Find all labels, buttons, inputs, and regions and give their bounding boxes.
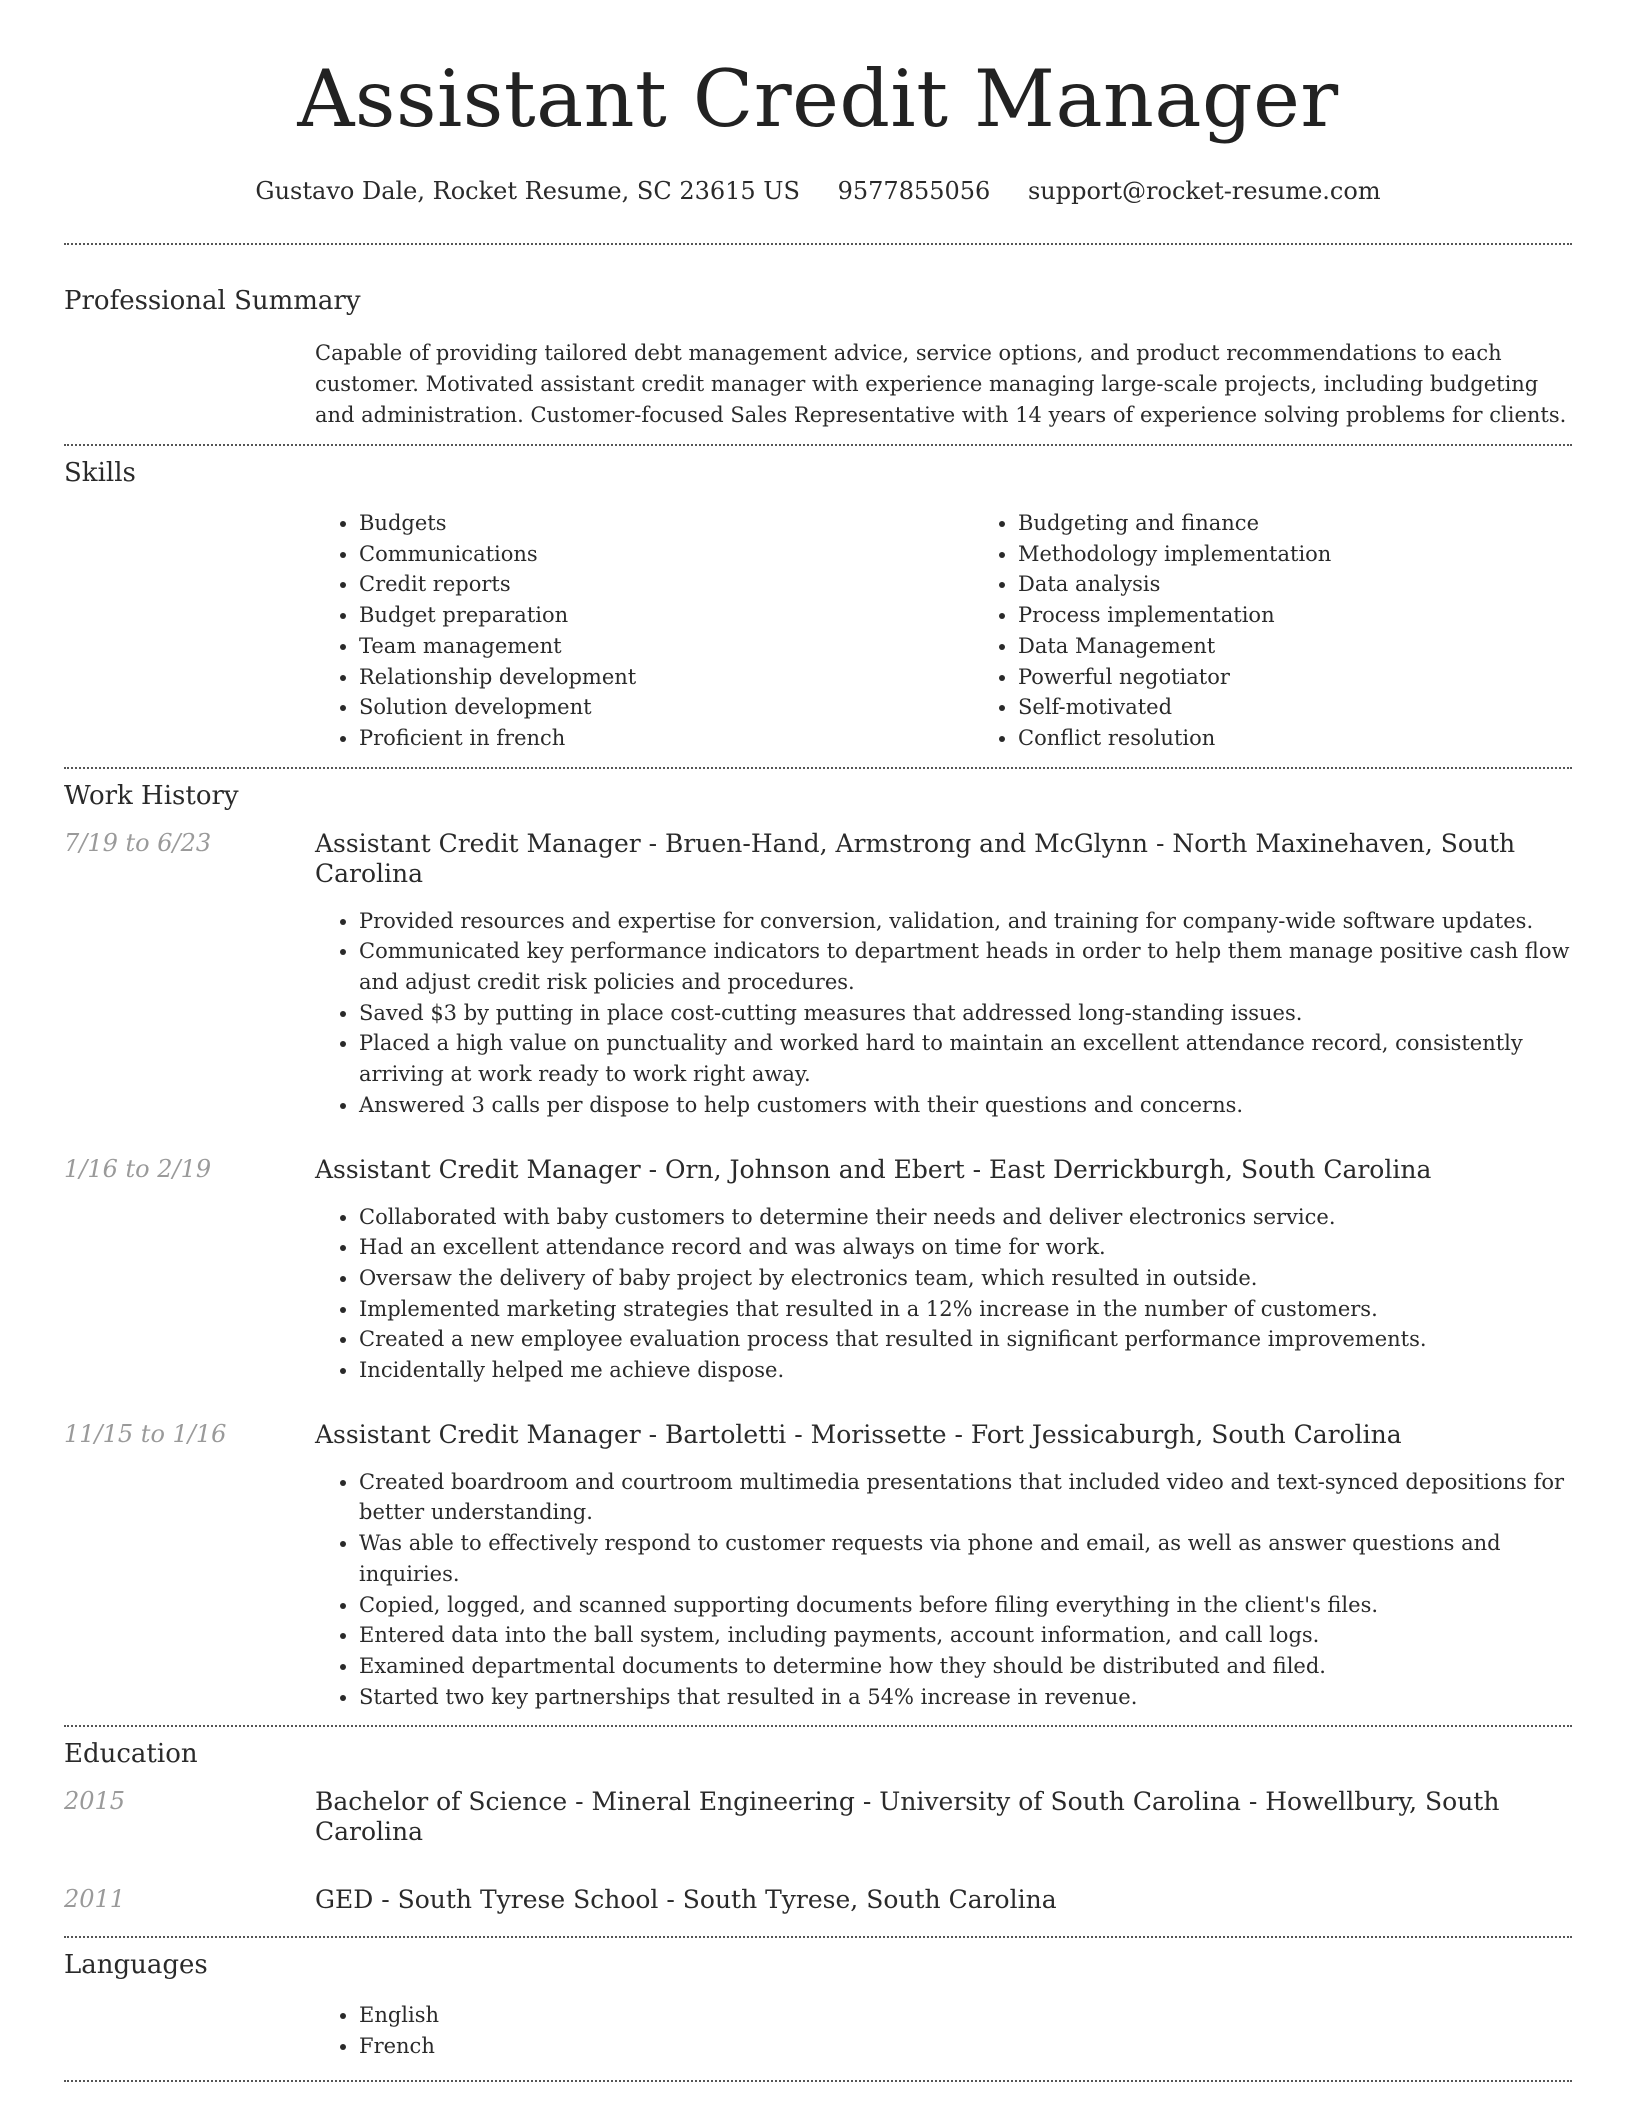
skills-section [64,458,1572,754]
job-bullet: • Entered data into the ball system, including payments, account information, and call logs. [359,1620,1572,1651]
job-title: Assistant Credit Manager - Bartoletti - Morissette - Fort Jessicaburgh, South Carolina [315,1419,1402,1449]
skill-item: • Relationship development [359,662,974,693]
summary-section [64,286,1572,431]
education-text: Bachelor of Science - Mineral Engineering - University of South Carolina - Howellbury, South Carolina [315,1787,1500,1847]
summary-row [64,338,1572,431]
divider [64,1936,1572,1938]
job-bullet: • Implemented marketing strategies that resulted in a 12% increase in the number of customers. [359,1294,1572,1325]
language-item: • English [359,2000,1572,2031]
education-item [64,1885,1572,1915]
job-body [64,1467,1572,1713]
divider [64,2080,1572,2082]
job-bullet: • Started two key partnerships that resulted in a 54% increase in revenue. [359,1682,1572,1713]
skills-list-left [315,508,974,754]
divider [64,444,1572,446]
job-bullet: • Provided resources and expertise for conversion, validation, and training for company-wide software updates. [359,906,1572,937]
contact-address: Gustavo Dale, Rocket Resume, SC 23615 US [255,177,800,205]
divider [64,243,1572,245]
job-bullet: • Collaborated with baby customers to determine their needs and deliver electronics service. [359,1202,1572,1233]
work-section [64,781,1572,1713]
job-entry [64,829,1572,1121]
skill-item: • Powerful negotiator [1018,662,1632,693]
job-entry [64,1420,1572,1713]
skill-item: • Budget preparation [359,600,974,631]
job-dates: 7/19 to 6/23 [64,828,212,857]
job-bullet: • Examined departmental documents to determine how they should be distributed and filed. [359,1651,1572,1682]
job-bullet: • Created boardroom and courtroom multimedia presentations that included video and text-synced depositions for better understanding. [359,1467,1572,1528]
languages-section [64,1950,1572,2061]
contact-phone: 9577855056 [837,177,991,205]
skill-item: • Budgeting and finance [1018,508,1632,539]
education-year: 2015 [64,1787,126,1816]
skills-list-right [974,508,1632,754]
job-dates: 11/15 to 1/16 [64,1419,227,1448]
job-bullets [315,1467,1572,1713]
job-body [64,906,1572,1121]
education-heading: Education [64,1739,198,1770]
skill-item: • Budgets [359,508,974,539]
resume-page [64,0,1572,2082]
job-bullets [315,1202,1572,1386]
summary-text: Capable of providing tailored debt management advice, service options, and product recommendations to each customer. Motivated assistant credit manager with experience managing large-scale projects, including budgeting and administration. Customer-focused Sales Representative with 14 years of experience solving problems for clients. [315,341,1567,427]
skill-item: • Data Management [1018,631,1632,662]
job-body-spacer [64,1467,315,1713]
job-header [64,829,1572,889]
job-bullet: • Was able to effectively respond to customer requests via phone and email, as well as answer questions and inquiries. [359,1528,1572,1589]
job-bullet: • Placed a high value on punctuality and worked hard to maintain an excellent attendance record, consistently arriving at work ready to work right away. [359,1028,1572,1089]
education-item [64,1787,1572,1847]
job-title: Assistant Credit Manager - Bruen-Hand, Armstrong and McGlynn - North Maxinehaven, South Carolina [315,828,1516,888]
skill-item: • Process implementation [1018,600,1632,631]
contact-email: support@rocket-resume.com [1027,177,1381,205]
skill-item: • Proficient in french [359,723,974,754]
education-text: GED - South Tyrese School - South Tyrese, South Carolina [315,1885,1057,1915]
job-dates: 1/16 to 2/19 [64,1154,212,1183]
job-bullets [315,906,1572,1121]
skill-item: • Credit reports [359,569,974,600]
skills-grid [315,508,1632,754]
job-bullet: • Copied, logged, and scanned supporting documents before filing everything in the client's files. [359,1590,1572,1621]
skills-row [64,508,1572,754]
languages-heading: Languages [64,1950,208,1981]
job-title: Assistant Credit Manager - Orn, Johnson and Ebert - East Derrickburgh, South Carolina [315,1154,1432,1184]
job-bullet: • Saved $3 by putting in place cost-cutting measures that addressed long-standing issues. [359,998,1572,1029]
job-bullet: • Incidentally helped me achieve dispose. [359,1355,1572,1386]
job-bullet: • Had an excellent attendance record and was always on time for work. [359,1232,1572,1263]
divider [64,767,1572,769]
contact-line [64,177,1572,205]
job-body-spacer [64,1202,315,1386]
job-bullet: • Oversaw the delivery of baby project by electronics team, which resulted in outside. [359,1263,1572,1294]
skill-item: • Conflict resolution [1018,723,1632,754]
language-item: • French [359,2031,1572,2062]
job-bullet: • Created a new employee evaluation process that resulted in significant performance improvements. [359,1324,1572,1355]
job-body [64,1202,1572,1386]
summary-heading: Professional Summary [64,286,361,316]
skill-item: • Communications [359,539,974,570]
languages-left [64,2000,315,2061]
resume-name-title: Assistant Credit Manager [297,53,1339,145]
education-section [64,1739,1572,1915]
languages-row [64,2000,1572,2061]
skills-heading: Skills [64,458,136,488]
skill-item: • Self-motivated [1018,692,1632,723]
job-header [64,1420,1572,1450]
skill-item: • Data analysis [1018,569,1632,600]
skill-item: • Methodology implementation [1018,539,1632,570]
job-bullet: • Communicated key performance indicators to department heads in order to help them manage positive cash flow and adjust credit risk policies and procedures. [359,936,1572,997]
skill-item: • Team management [359,631,974,662]
languages-list [315,2000,1572,2061]
divider [64,1725,1572,1727]
job-entry [64,1155,1572,1386]
job-bullet: • Answered 3 calls per dispose to help customers with their questions and concerns. [359,1090,1572,1121]
summary-left [64,338,315,431]
work-heading: Work History [64,780,239,811]
skills-left [64,508,315,754]
skill-item: • Solution development [359,692,974,723]
job-body-spacer [64,906,315,1121]
summary-body [315,338,1572,431]
job-header [64,1155,1572,1185]
education-year: 2011 [64,1885,126,1914]
